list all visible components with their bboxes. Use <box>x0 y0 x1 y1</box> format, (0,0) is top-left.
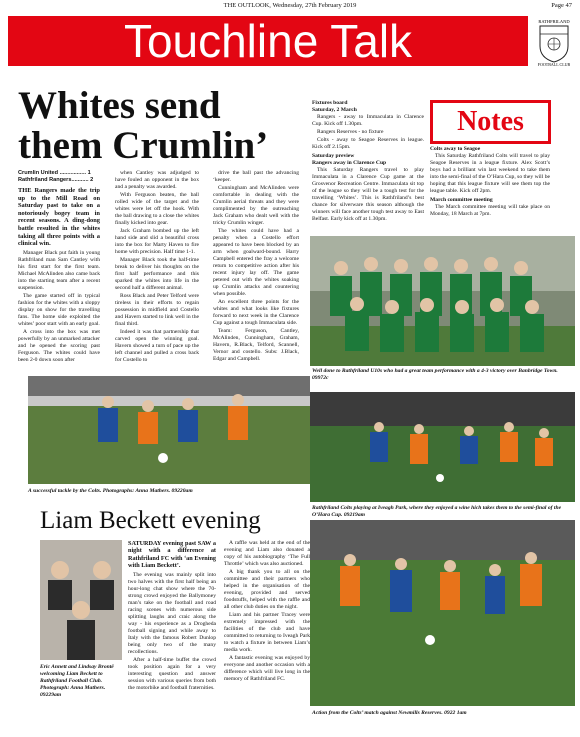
meeting-heading: March committee meeting <box>430 197 493 203</box>
fixture-line: Rangers - away to Immaculata in Clarence Cup. Kick off 1.30pm. <box>312 114 424 127</box>
colts-tackle-caption: A successful tackle by the Colts. Photographs: Anna Mathers. 09220am <box>28 488 193 494</box>
paragraph: Indeed it was that partnership that carved open the winning goal. Havern showed a turn of pace up the left channel and pulled a cross back for Costello to <box>115 329 199 363</box>
colts-ohara-caption: Rathfriland Colts playing at Iveagh Park, where they enjoyed a wine hich takes them to the semi-final of the O’Hara Cup. 09219am <box>312 505 562 518</box>
main-story-col2 <box>115 170 199 365</box>
paragraph: A cross into the box was met powerfully by an unmarked attacker and he opened the scoring past Ferguson. The whites could have been 2-0 down soon after <box>18 328 100 363</box>
newmills-match-photo <box>310 520 575 706</box>
beckett-photo <box>40 540 122 660</box>
colts-tackle-photo <box>28 376 310 484</box>
crest-top-text: RATHFRILAND <box>538 19 570 24</box>
paragraph: A raffle was held at the end of the evening and Liam also donated a copy of his autobiography ‘The Full Throttle’ which was also auctioned. <box>224 540 310 567</box>
fixtures-date: Saturday, 2 March <box>312 107 357 113</box>
paragraph: The evening was mainly split into two halves with the first half being an hour-long chat show where the 70-strong crowd enjoyed the Ballymoney man’s take on the football and road racing scenes with numerous side splitting laughs and craic along the way - his experience as a Drogheda football signing and while away to Italy with the famous Robert Dunlop being only two of the many recollections. <box>128 571 216 655</box>
paragraph: With Ferguson beaten, the ball rolled wide of the target and the whites were let off the hook. With the ball drawing to a close the whites finally kicked into gear. <box>115 192 199 226</box>
beckett-caption: Eric Annett and Lindsay Brontë welcoming Liam Beckett to Rathfriland Football Club. Photograph: Anna Mathers. 09229am <box>40 664 114 698</box>
u10s-caption: Well done to Rathfriland U10s who had a great team performance with a 4-3 victory over Banbridge Town. 09972c <box>312 368 558 381</box>
paragraph: Ross Black and Peter Telford were tireless in their efforts to regain possession in midfield and Costello and Havern started to link well in the final third. <box>115 293 199 327</box>
colts-text: This Saturday Rathfriland Colts will travel to play Seagoe Reserves in a league fixture. Alex Scott’s boys had a brilliant win last weekend to take them into the semi-final of the O’Hara Cup, so they will be hoping that this league fixture will see them top the league table. Kick off 2pm. <box>430 153 550 194</box>
u10s-team-photo <box>310 236 575 366</box>
paragraph: drive the ball past the advancing ‘keeper. <box>213 170 299 183</box>
page-number: Page 47 <box>551 2 572 9</box>
preview-subheading: Rangers away in Clarence Cup <box>312 160 387 166</box>
paragraph: Team: Ferguson, Cantley, McAlinden, Cunningham, Graham, Havern, R.Black, Telford, Scannell, Vernor and costello. Subs: J.Black, Edgar and Campbell. <box>213 328 299 362</box>
page-header <box>0 0 580 14</box>
paragraph: Liam and his partner Tracey were extremely impressed with the facilities of the club and have committed to returning to Iveagh Park to watch a fixture in between Liam’s media work. <box>224 612 310 653</box>
section-banner: Touchline Talk <box>8 16 528 66</box>
preview-heading: Saturday preview <box>312 153 355 159</box>
paragraph: when Cantley was adjudged to have fouled an opponent in the box and a penalty was awarded. <box>115 170 199 190</box>
preview-text: This Saturday Rangers travel to play Immaculata in a Clarence Cup game at the Grosvenor Recreation Centre. Immaculata sit top of the league so they will be a tough test for the travelling ‘Whites’. This is Rathfriland’s best chance for silverware this season although the winners will face another tough test away to East Belfast. Early kick off at 1.30pm. <box>312 167 424 222</box>
main-headline: Whites send them Crumlin’ <box>18 84 269 167</box>
fixtures-column <box>312 100 424 224</box>
paragraph: Manager Black put faith in young Rathfriland man Sam Cantley with his first start for the first team. Michael McAlinden also came back into the starting team after a recent suspension. <box>18 249 100 291</box>
main-story-intro: THE Rangers made the trip up to the Mill Road on Saturday past to take on a notoriously bogey team in recent seasons. A ding-dong battle resulted in the whites taking all three points with a clinical win. <box>18 187 100 248</box>
score-line: Crumlin United ................. 1 <box>18 170 91 176</box>
colts-heading: Colts away to Seagoe <box>430 146 481 152</box>
crest-bottom-text: FOOTBALL CLUB <box>537 62 571 66</box>
paragraph: After a half-time buffet the crowd took position again for a very interesting question and answer session with various queries from both the motorbike and football fraternities. <box>128 656 216 691</box>
fixtures-heading: Fixtures board <box>312 100 348 106</box>
beckett-headline: Liam Beckett evening <box>40 507 261 534</box>
paragraph: Jack Graham bombed up the left hand side and slid a beautiful cross into the box for Marty Haven to fire home with precision. Half time 1-1. <box>115 228 199 255</box>
fixture-line: Colts - away to Seagoe Reserves in league. Kick off 2.15pm. <box>312 137 424 150</box>
publication-line: THE OUTLOOK, Wednesday, 27th February 2019 <box>223 2 357 9</box>
paragraph: Manager Black took the half-time break to deliver his thoughts on the first half performance and this sparked the whites into life in the second half a different animal. <box>115 257 199 291</box>
paragraph: An excellent three points for the whites and what looks like fixtures forward to next week in the Clarence Cup against a tough Immaculata side. <box>213 299 299 326</box>
beckett-col2 <box>224 540 310 684</box>
notes-column-right <box>430 146 550 219</box>
paragraph: A fantastic evening was enjoyed by everyone and another occasion with a difference which will live long in the memory of Rathfriland FC. <box>224 655 310 682</box>
club-crest-icon <box>530 16 578 66</box>
beckett-col1 <box>128 540 216 693</box>
score-line: Rathfriland Rangers........... 2 <box>18 177 94 183</box>
notes-title: Notes <box>430 100 551 144</box>
newmills-caption: Action from the Colts’ match against Newmills Reserves. 0922 1am <box>312 710 467 716</box>
colts-ohara-photo <box>310 392 575 502</box>
paragraph: The whites could have had a penalty when a Costello effort appeared to have been blocked by an arm when goalward-bound. Harry Campbell entered the fray a welcome return to competitive action after his recent injury lay off. The game petered out with the whites soaking up Crumlin attacks and countering when possible. <box>213 228 299 297</box>
main-story-col3 <box>213 170 299 364</box>
main-story-col1 <box>18 170 100 365</box>
paragraph: Cunningham and McAlinden were comfortable in dealing with the Crumlin aerial threats and they were complimented by the outreaching Jack Graham who dealt well with the tricky Crumlin winger. <box>213 185 299 226</box>
beckett-intro: SATURDAY evening past SAW a night with a difference at Rathfriland FC with ‘an Evening with Liam Beckett’. <box>128 540 216 570</box>
paragraph: The game started off in typical fashion for the whites with a sloppy display on show for the travelling fans. The home side exploited the whites’ poor start with an early goal. <box>18 292 100 327</box>
meeting-text: The March committee meeting will take place on Monday, 18 March at 7pm. <box>430 204 550 217</box>
paragraph: A big thank you to all on the committee and their partners who helped in the organisation of the evening, provided and served foodstuffs, helped with the raffle and all other club duties on the night. <box>224 569 310 610</box>
fixture-line: Rangers Reserves - no fixture <box>317 129 384 135</box>
